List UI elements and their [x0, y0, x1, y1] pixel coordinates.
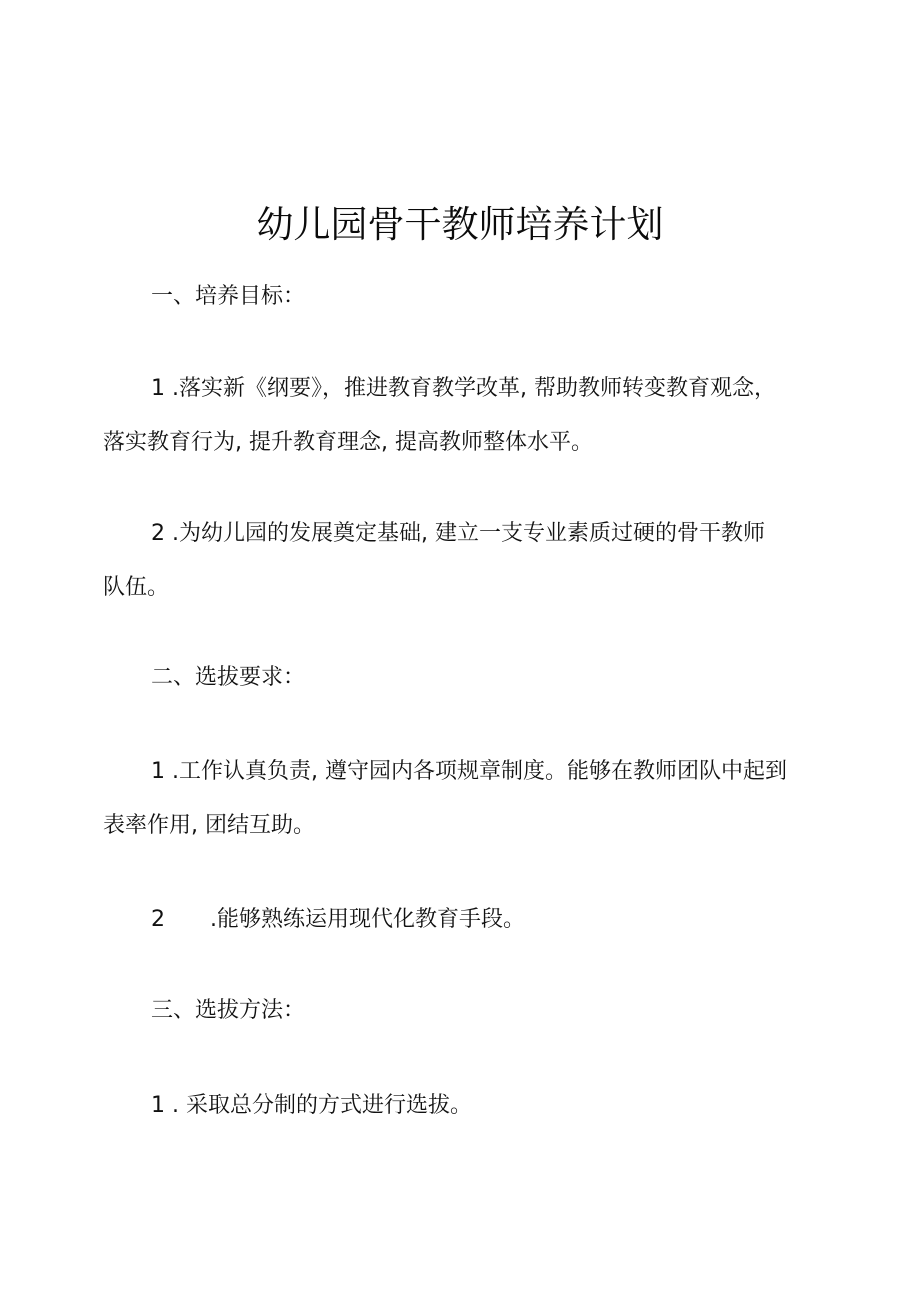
document-title: 幼儿园骨干教师培养计划	[256, 202, 664, 246]
training-goal-item-1-line-1: 1 .落实新《纲要》，推进教育教学改革, 帮助教师转变教育观念，	[151, 376, 776, 401]
training-goal-item-2	[103, 507, 823, 615]
section-heading-selection-requirements: 二、选拔要求：	[151, 665, 306, 690]
selection-requirement-item-1	[103, 745, 823, 853]
training-goal-item-2-line-2: 队伍。	[103, 575, 170, 600]
section-heading-selection-method: 三、选拔方法：	[151, 998, 306, 1023]
selection-requirement-item-2	[103, 893, 871, 947]
selection-requirement-item-1-line-2: 表率作用, 团结互助。	[103, 813, 315, 838]
selection-requirement-item-2-number: 2	[151, 907, 165, 932]
training-goal-item-2-line-1: 2 .为幼儿园的发展奠定基础, 建立一支专业素质过硬的骨干教师	[151, 521, 765, 546]
selection-requirement-item-2-text: .能够熟练运用现代化教育手段。	[210, 907, 525, 932]
training-goal-item-1	[103, 362, 823, 470]
section-heading-training-goals: 一、培养目标：	[151, 284, 306, 309]
training-goal-item-1-line-2: 落实教育行为, 提升教育理念, 提高教师整体水平。	[103, 430, 593, 455]
selection-requirement-item-1-line-1: 1 .工作认真负责, 遵守园内各项规章制度。能够在教师团队中起到	[151, 759, 787, 784]
selection-method-item-1: 1 . 采取总分制的方式进行选拔。	[151, 1093, 472, 1118]
